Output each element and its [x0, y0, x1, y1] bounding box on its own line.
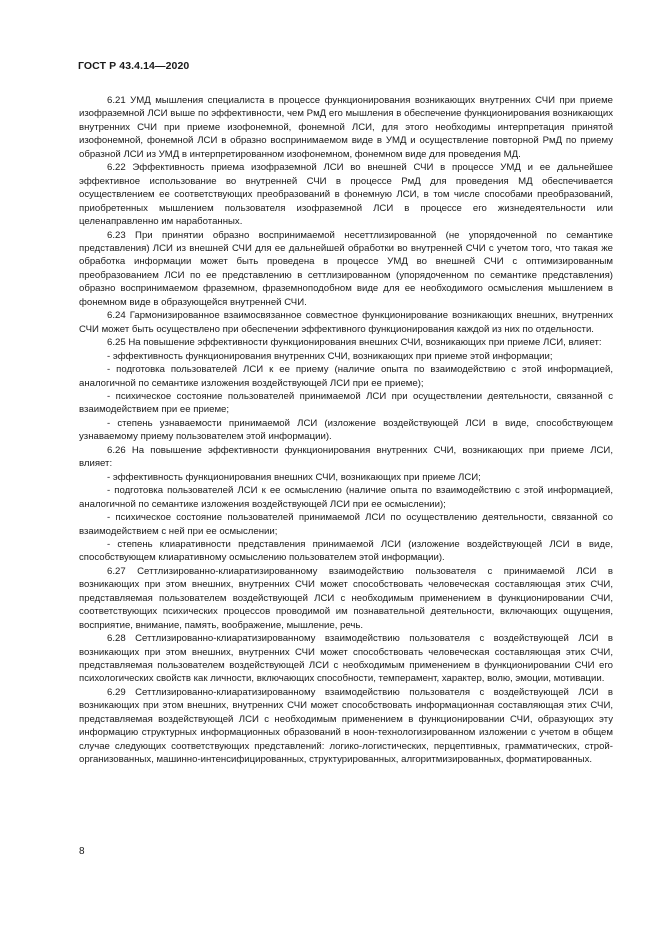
- page-number: 8: [79, 846, 85, 857]
- paragraph-6-29: 6.29 Сеттлизированно-клиаратизированному взаимодействию пользователя с воздействующей ЛСИ в возникающих при этом внешних, внутренних СЧИ может способствовать информационная составляющая этих СЧИ, представляемая воздействующей ЛСИ с необходимым применением в функционировании СЧИ, образующих эту информацию структурных информационных образований в ноон-технологизированном изложении с учетом в общем случае следующих соответствующих представлений: логико-логистических, перцептивных, грамматических, строй-организованных, машинно-интенсифицированных, структурированных, алгоритмизированных, форматированных.: [79, 686, 613, 766]
- list-item: - психическое состояние пользователей принимаемой ЛСИ при осуществлении деятельности, связанной с взаимодействием при ее приеме;: [79, 390, 613, 416]
- paragraph-6-28: 6.28 Сеттлизированно-клиаратизированному взаимодействию пользователя с воздействующей ЛСИ в возникающих при этом внешних, внутренних СЧИ может способствовать человеческая составляющая этих СЧИ, представляемая пользователем воздействующей ЛСИ с необходимым применением в функционировании СЧИ его психологических свойств как личности, включающих способности, темперамент, характер, волю, эмоции, мотивации.: [79, 633, 613, 685]
- paragraph-6-24: 6.24 Гармонизированное взаимосвязанное совместное функционирование возникающих внешних, внутренних СЧИ может быть осуществлено при обеспечении эффективного функционирования каждой из них по отдельности.: [79, 310, 613, 335]
- list-item: - степень узнаваемости принимаемой ЛСИ (изложение воздействующей ЛСИ в виде, способствующем узнаваемому приему пользователем этой информации).: [79, 417, 613, 443]
- document-body: [79, 94, 613, 767]
- list-item: - психическое состояние пользователей принимаемой ЛСИ по осуществлению деятельности, связанной со взаимодействием с ней при ее осмыслении;: [79, 512, 613, 537]
- paragraph-6-26: 6.26 На повышение эффективности функционирования внутренних СЧИ, возникающих при приеме ЛСИ, влияет:: [79, 444, 613, 470]
- list-item: - эффективность функционирования внешних СЧИ, возникающих при приеме ЛСИ;: [107, 471, 481, 483]
- paragraph-6-21: 6.21 УМД мышления специалиста в процессе функционирования возникающих внутренних СЧИ при приеме изофраземной ЛСИ выше по эффективности, чем РмД его мышления в обеспечение функционирования возникающих внутренних СЧИ при приеме изофонемной, фонемной ЛСИ, для этого необходимы интерпретация принятой изофонемной, фонемной ЛСИ в образно воспринимаемом виде в УМД и осуществление повторной РмД по приему образной ЛСИ из УМД в интерпретированном изофонемном, фонемном виде для проведения МД.: [79, 95, 613, 160]
- paragraph-6-27: 6.27 Сеттлизированно-клиаратизированному взаимодействию пользователя с принимаемой ЛСИ в возникающих при этом внешних, внутренних СЧИ может способствовать человеческая составляющая этих СЧИ, представляемая пользователем воздействующей ЛСИ с необходимым применением в функционировании СЧИ, соответствующих психических процессов проводимой им познавательной деятельности, включающих ощущения, восприятие, внимание, память, воображение, мышление, речь.: [79, 565, 613, 631]
- paragraph-6-22: 6.22 Эффективность приема изофраземной ЛСИ во внешней СЧИ в процессе УМД и ее дальнейшее эффективное использование во внутренней СЧИ в процессе РмД для проведения МД обеспечивается осуществлением ее соответствующих преобразований в фонемную ЛСИ, в том числе способами преобразований, приобретенных мышлением пользователя изофраземной ЛСИ в процессе его жизнедеятельности или целенаправленно им наработанных.: [79, 162, 613, 228]
- list-item: - подготовка пользователей ЛСИ к ее приему (наличие опыта по взаимодействию с этой информацией, аналогичной по семантике изложения воздействующей ЛСИ при ее приеме);: [79, 364, 613, 389]
- paragraph-6-25: 6.25 На повышение эффективности функционирования внешних СЧИ, возникающих при приеме ЛСИ, влияет:: [107, 337, 602, 349]
- list-item: - степень клиаративности представления принимаемой ЛСИ (изложение воздействующей ЛСИ в виде, способствующем клиаративному осмыслению пользователем этой информации).: [79, 538, 613, 564]
- list-item: - эффективность функционирования внутренних СЧИ, возникающих при приеме этой информации;: [107, 350, 553, 362]
- list-item: - подготовка пользователей ЛСИ к ее осмыслению (наличие опыта по взаимодействию с этой информацией, аналогичной по семантике изложения воздействующей ЛСИ при ее осмыслении);: [79, 485, 613, 510]
- paragraph-6-23: 6.23 При принятии образно воспринимаемой несеттлизированной (не упорядоченной по семантике представления) ЛСИ из внешней СЧИ для ее дальнейшей обработки во внутренней СЧИ с учетом того, что такая же обработка информации может быть проведена в процессе УМД во внешней СЧИ с оптимизированным преобразованием ЛСИ по ее представлению в сеттлизированном (упорядоченном по семантике представления) образно воспринимаемом фраземном, фраземноподобном виде для ее необходимого осмысления мышлением в фонемном виде в образующейся внутренней СЧИ.: [79, 229, 613, 308]
- document-header: ГОСТ Р 43.4.14—2020: [78, 60, 190, 72]
